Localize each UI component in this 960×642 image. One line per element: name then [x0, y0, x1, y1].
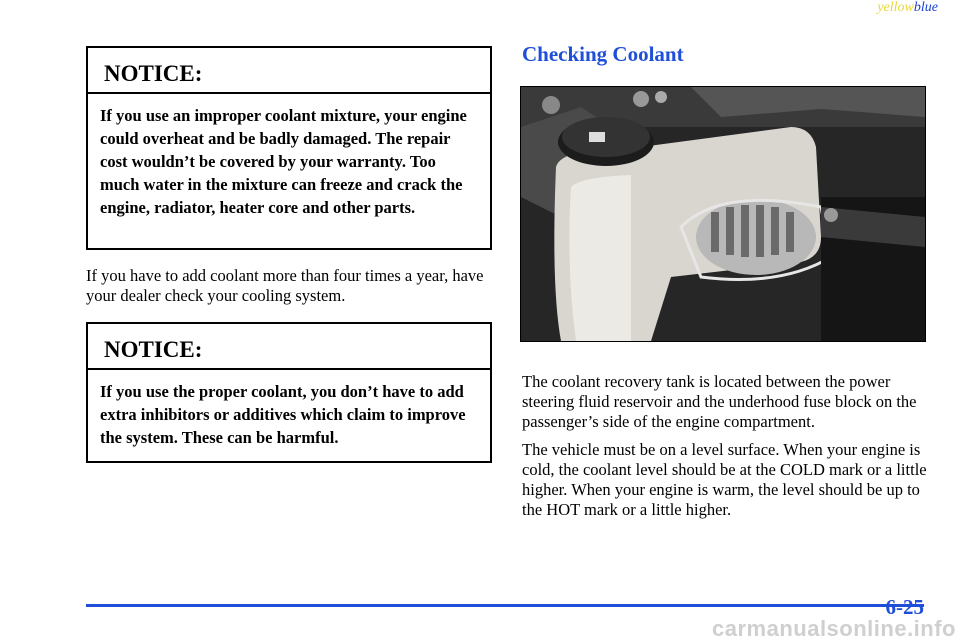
section-title: Checking Coolant: [522, 42, 684, 66]
tank-location-paragraph: The coolant recovery tank is located between the power steering fluid reservoir and the underhood fuse block on the passenger’s side of the engine compartment.: [522, 372, 917, 431]
notice-body: If you use the proper coolant, you don’t have to add extra inhibitors or additives which claim to improve the system. These can be harmful.: [100, 382, 466, 447]
watermark: carmanualsonline.info: [712, 616, 956, 641]
header-yellow: yellow: [877, 0, 914, 15]
page-number: 6-25: [885, 595, 924, 619]
footer-rule: [86, 604, 924, 607]
engine-compartment-image: [521, 87, 925, 341]
notice-title: NOTICE:: [88, 48, 490, 94]
color-header: [877, 0, 938, 16]
notice-body: If you use an improper coolant mixture, your engine could overheat and be badly damaged. The repair cost wouldn’t be covered by your warranty. Too much water in the mixture can freeze and crack the engine, radiator, heater core and other parts.: [100, 106, 467, 217]
header-blue: blue: [913, 0, 938, 15]
coolant-tank-photo: [520, 86, 926, 342]
notice-title: NOTICE:: [88, 324, 490, 370]
notice-box-mixture: [86, 46, 492, 250]
notice-box-proper-coolant: [86, 322, 492, 463]
add-coolant-paragraph: If you have to add coolant more than four times a year, have your dealer check your cooling system.: [86, 266, 484, 305]
coolant-level-paragraph: The vehicle must be on a level surface. When your engine is cold, the coolant level should be at the COLD mark or a little higher. When your engine is warm, the level should be up to the HOT mark or a little higher.: [522, 440, 927, 519]
